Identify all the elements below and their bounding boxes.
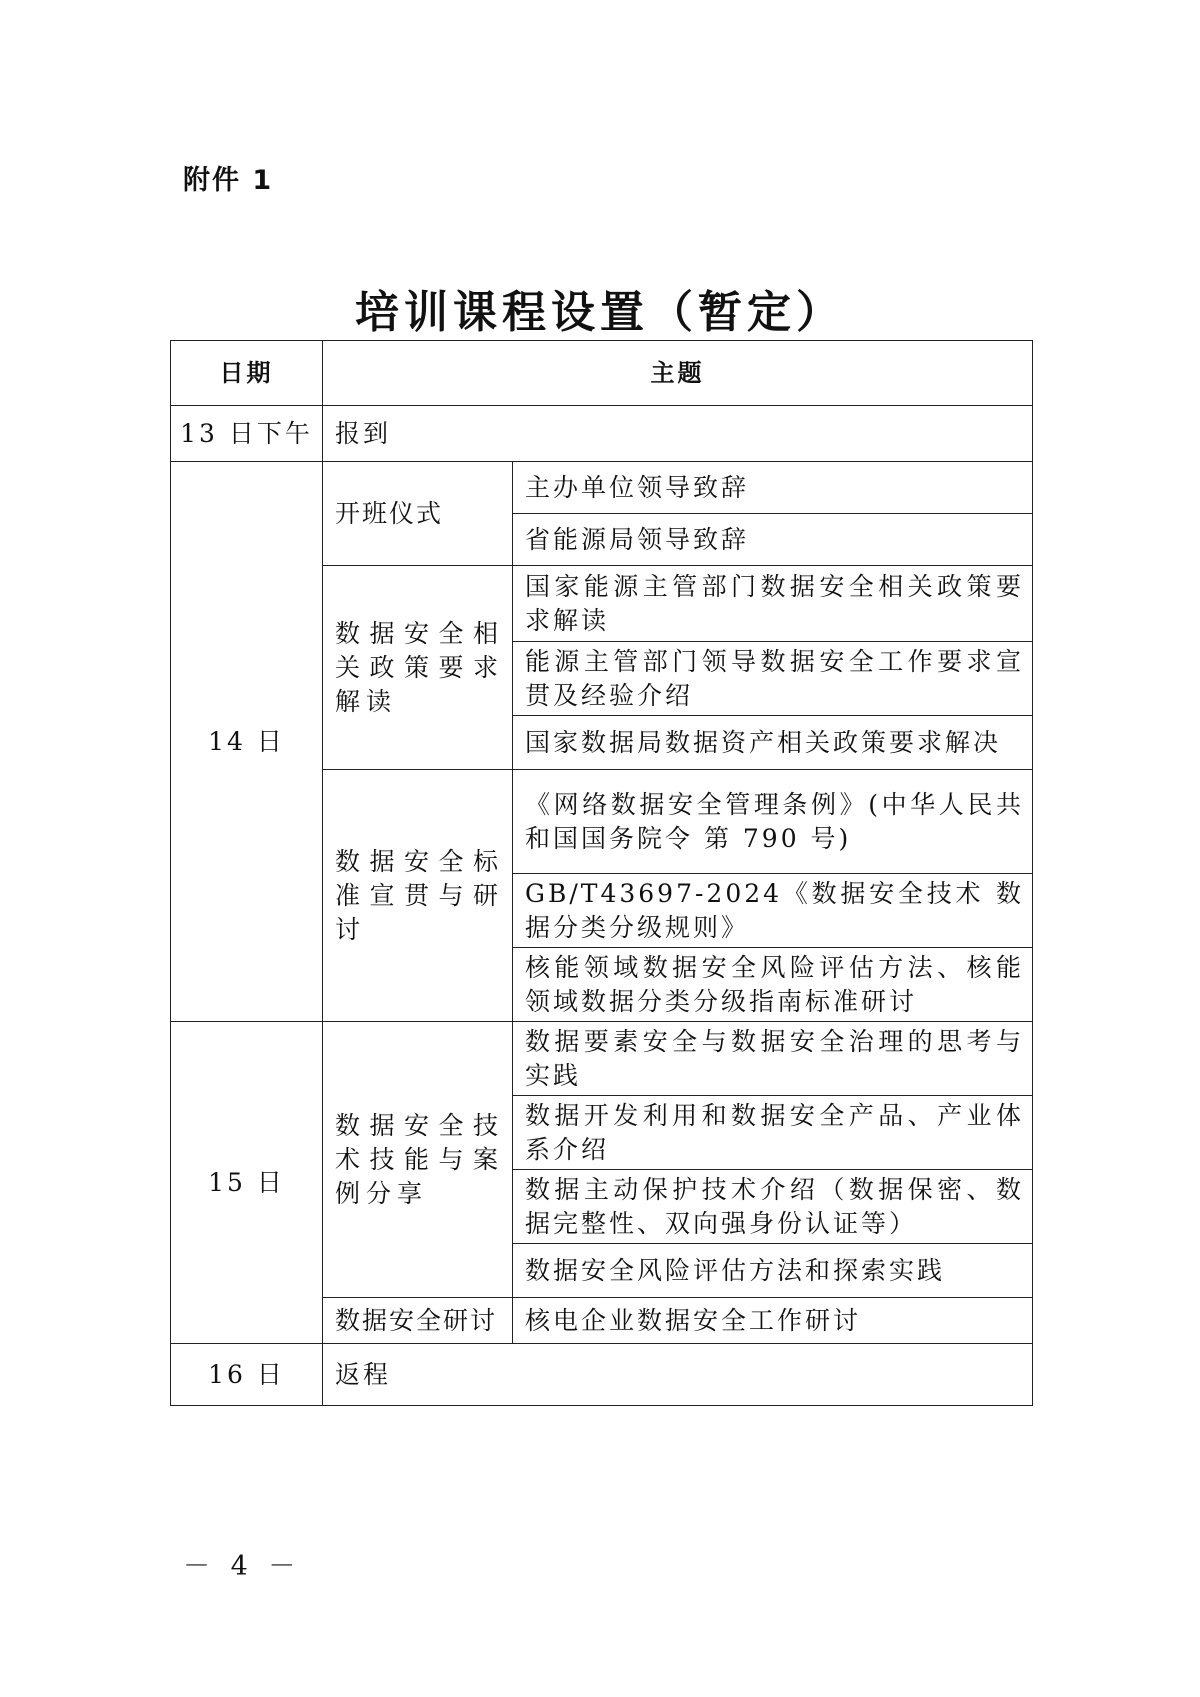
topic-cell: 数据要素安全与数据安全治理的思考与实践	[513, 1022, 1033, 1096]
table-row	[171, 406, 1033, 462]
topic-cell: 数据主动保护技术介绍（数据保密、数据完整性、双向强身份认证等）	[513, 1170, 1033, 1244]
category-cell: 数据安全相关政策要求解读	[323, 566, 513, 770]
topic-cell: 主办单位领导致辞	[513, 462, 1033, 514]
date-cell: 13 日下午	[171, 406, 323, 462]
page-title: 培训课程设置（暂定）	[355, 287, 845, 338]
topic-cell: 核电企业数据安全工作研讨	[513, 1298, 1033, 1344]
attachment-label: 附件 1	[183, 165, 274, 196]
topic-cell: GB/T43697-2024《数据安全技术 数据分类分级规则》	[513, 874, 1033, 948]
category-cell: 数据安全技术技能与案例分享	[323, 1022, 513, 1298]
category-cell: 开班仪式	[323, 462, 513, 566]
topic-cell: 返程	[323, 1344, 1033, 1406]
table-header-row	[171, 341, 1033, 406]
topic-cell: 数据开发利用和数据安全产品、产业体系介绍	[513, 1096, 1033, 1170]
date-cell: 14 日	[171, 462, 323, 1022]
course-schedule-table	[170, 340, 1033, 1406]
topic-cell: 核能领域数据安全风险评估方法、核能领域数据分类分级指南标准研讨	[513, 948, 1033, 1022]
date-cell: 16 日	[171, 1344, 323, 1406]
topic-cell: 国家数据局数据资产相关政策要求解决	[513, 716, 1033, 770]
topic-cell: 报到	[323, 406, 1033, 462]
page-number: － 4 －	[183, 1551, 302, 1582]
table-row	[171, 462, 1033, 514]
table-row	[171, 1022, 1033, 1096]
header-date: 日期	[171, 341, 323, 406]
category-cell: 数据安全标准宣贯与研讨	[323, 770, 513, 1022]
topic-cell: 能源主管部门领导数据安全工作要求宣贯及经验介绍	[513, 642, 1033, 716]
topic-cell: 国家能源主管部门数据安全相关政策要求解读	[513, 566, 1033, 642]
table-row	[171, 1344, 1033, 1406]
date-cell: 15 日	[171, 1022, 323, 1344]
header-topic: 主题	[323, 341, 1033, 406]
topic-cell: 《网络数据安全管理条例》(中华人民共和国国务院令 第 790 号)	[513, 770, 1033, 874]
topic-cell: 数据安全风险评估方法和探索实践	[513, 1244, 1033, 1298]
topic-cell: 省能源局领导致辞	[513, 514, 1033, 566]
category-cell: 数据安全研讨	[323, 1298, 513, 1344]
